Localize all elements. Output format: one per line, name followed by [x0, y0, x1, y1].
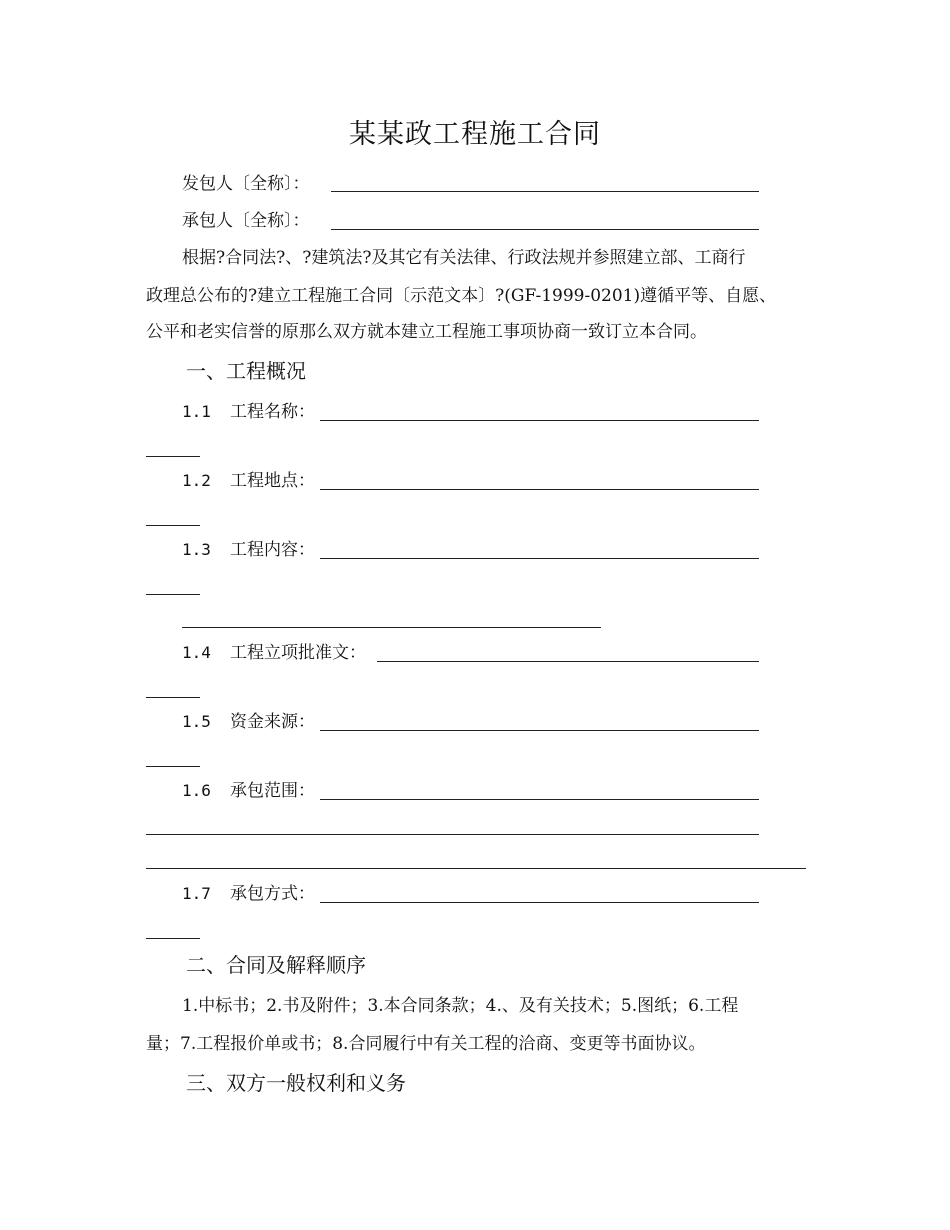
preamble-line-1: 根据?合同法?、?建筑法?及其它有关法律、行政法规并参照建立部、工商行: [182, 248, 746, 268]
item-number: 1.1: [182, 402, 211, 421]
item-number: 1.7: [182, 884, 211, 903]
section-2-heading: 二、合同及解释顺序: [186, 953, 366, 977]
preamble-line-3: 公平和老实信誉的原那么双方就本建立工程施工事项协商一致订立本合同。: [146, 322, 707, 342]
item-number: 1.5: [182, 712, 211, 731]
item-1-1: [182, 401, 315, 423]
item-1-1-fill-line-cont: [146, 456, 200, 457]
item-1-6-fill-line: [320, 799, 759, 800]
item-1-4: [182, 642, 366, 664]
item-1-4-fill-line-cont: [146, 697, 200, 698]
section-2-line-1: 1.中标书；2.书及附件；3.本合同条款；4.、及有关技术；5.图纸；6.工程: [182, 996, 739, 1016]
item-label: 工程地点：: [230, 471, 315, 491]
item-1-5-fill-line: [320, 730, 759, 731]
item-1-6-fill-line-2: [146, 834, 759, 835]
item-1-1-fill-line: [320, 420, 759, 421]
item-1-3-fill-line-cont: [146, 594, 200, 595]
item-label: 资金来源：: [230, 712, 315, 732]
section-3-heading: 三、双方一般权利和义务: [186, 1071, 406, 1095]
item-1-2-fill-line: [320, 489, 759, 490]
item-label: 工程内容：: [230, 540, 315, 560]
item-1-2-fill-line-cont: [146, 525, 200, 526]
employer-fill-line: [331, 191, 759, 192]
contractor-label: 承包人〔全称〕：: [182, 211, 310, 231]
item-1-6-fill-line-3: [146, 868, 806, 869]
employer-label: 发包人〔全称〕：: [182, 174, 310, 194]
item-1-4-fill-line: [377, 661, 759, 662]
item-1-5-fill-line-cont: [146, 766, 200, 767]
item-1-7-fill-line-cont: [146, 938, 200, 939]
item-number: 1.4: [182, 643, 211, 662]
item-1-5: [182, 711, 315, 733]
item-number: 1.2: [182, 471, 211, 490]
preamble-line-2: 政理总公布的?建立工程施工合同〔示范文本〕?(GF-1999-0201)遵循平等、自愿、: [146, 286, 777, 306]
item-1-7-fill-line: [320, 902, 759, 903]
section-2-line-2: 量；7.工程报价单或书；8.合同履行中有关工程的洽商、变更等书面协议。: [146, 1034, 706, 1054]
item-label: 工程立项批准文：: [230, 643, 366, 663]
section-1-heading: 一、工程概况: [186, 359, 306, 383]
item-1-3-fill-line-extra: [182, 627, 601, 628]
item-1-3: [182, 539, 315, 561]
item-1-2: [182, 470, 315, 492]
item-number: 1.3: [182, 540, 211, 559]
contractor-fill-line: [331, 229, 759, 230]
item-label: 承包方式：: [230, 884, 315, 904]
item-number: 1.6: [182, 781, 211, 800]
item-label: 工程名称：: [230, 402, 315, 422]
document-title: 某某政工程施工合同: [349, 119, 601, 150]
item-1-6: [182, 780, 315, 802]
item-label: 承包范围：: [230, 781, 315, 801]
item-1-3-fill-line: [320, 558, 759, 559]
item-1-7: [182, 883, 315, 905]
